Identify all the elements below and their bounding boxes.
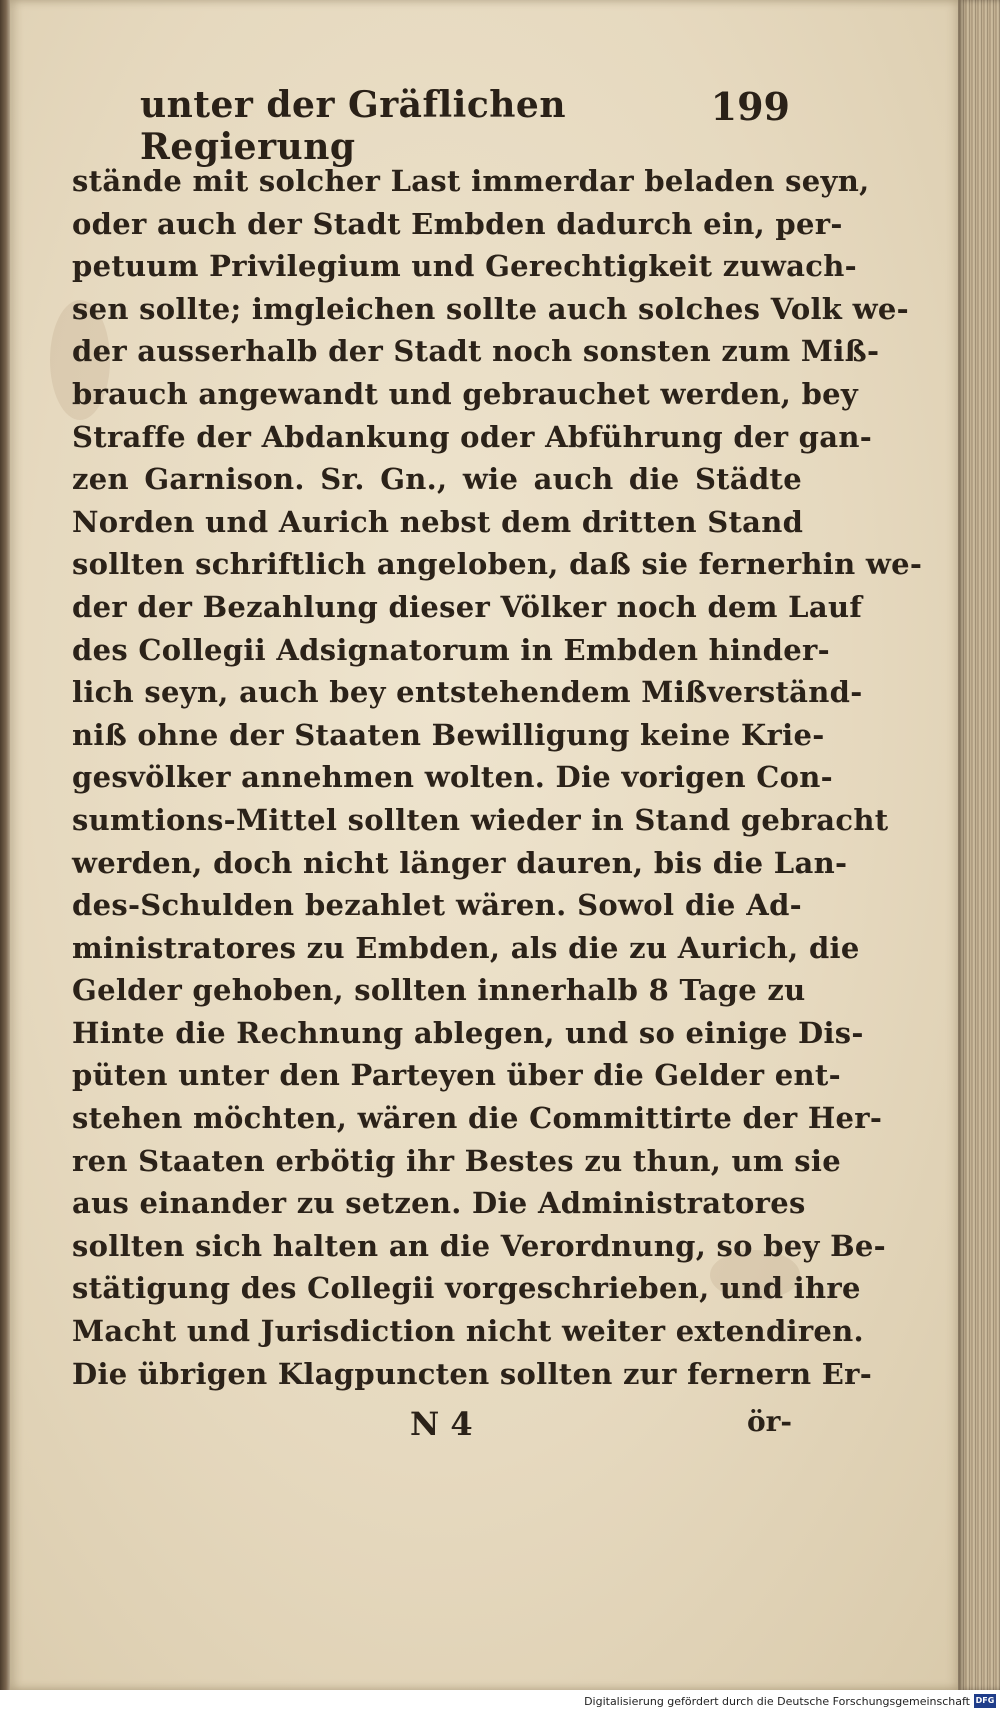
text-line: Macht und Jurisdiction nicht weiter extendiren.: [72, 1314, 864, 1349]
text-line: ren Staaten erbötig ihr Bestes zu thun, um sie: [72, 1143, 841, 1178]
text-line: petuum Privilegium und Gerechtigkeit zuwach-: [72, 249, 857, 284]
body-text: [72, 160, 923, 1395]
text-line: Norden und Aurich nebst dem dritten Stand: [72, 504, 804, 539]
text-line: niß ohne der Staaten Bewilligung keine Krie-: [72, 717, 825, 752]
page-number: 199: [710, 84, 790, 129]
text-line: des Collegii Adsignatorum in Embden hinder-: [72, 632, 830, 667]
text-line: Die übrigen Klagpuncten sollten zur fernern Er-: [72, 1356, 873, 1391]
text-line: der ausserhalb der Stadt noch sonsten zum Miß-: [72, 334, 880, 369]
signature-mark: N 4: [410, 1405, 473, 1443]
dfg-logo-icon: DFG: [974, 1694, 996, 1708]
signature-line: [72, 1405, 792, 1455]
book-page: [10, 0, 962, 1690]
text-line: oder auch der Stadt Embden dadurch ein, per-: [72, 206, 843, 241]
text-line: ministratores zu Embden, als die zu Aurich, die: [72, 930, 860, 965]
text-line: werden, doch nicht länger dauren, bis die Lan-: [72, 845, 848, 880]
text-line: des-Schulden bezahlet wären. Sowol die Ad-: [72, 888, 802, 923]
text-line: püten unter den Parteyen über die Gelder ent-: [72, 1058, 841, 1093]
text-line: stätigung des Collegii vorgeschrieben, und ihre: [72, 1271, 861, 1306]
text-line: sollten sich halten an die Verordnung, so bey Be-: [72, 1228, 886, 1263]
text-line: aus einander zu setzen. Die Administratores: [72, 1186, 806, 1221]
running-head: [140, 84, 790, 168]
text-line: Hinte die Rechnung ablegen, und so einige Dis-: [72, 1015, 864, 1050]
page-edge: [958, 0, 1000, 1690]
text-line: lich seyn, auch bey entstehendem Mißverständ-: [72, 675, 863, 710]
running-title: unter der Gräflichen Regierung: [140, 84, 567, 168]
text-line: sumtions-Mittel sollten wieder in Stand gebracht: [72, 802, 889, 837]
text-line: Straffe der Abdankung oder Abführung der gan-: [72, 419, 873, 454]
text-line: sen sollte; imgleichen sollte auch solches Volk we-: [72, 291, 909, 326]
text-line: der der Bezahlung dieser Völker noch dem Lauf: [72, 589, 863, 624]
text-line: stehen möchten, wären die Committirte der Her-: [72, 1101, 883, 1136]
text-line: stände mit solcher Last immerdar beladen seyn,: [72, 164, 870, 198]
text-line: zen Garnison. Sr. Gn., wie auch die Städte: [72, 462, 802, 497]
footer-credit: Digitalisierung gefördert durch die Deutsche Forschungsgemeinschaft: [584, 1695, 970, 1708]
text-line: gesvölker annehmen wolten. Die vorigen Con-: [72, 760, 833, 795]
catchword: ör-: [746, 1405, 792, 1438]
footer-bar: [0, 1690, 1000, 1714]
text-line: Gelder gehoben, sollten innerhalb 8 Tage zu: [72, 973, 806, 1008]
text-line: brauch angewandt und gebrauchet werden, bey: [72, 376, 859, 411]
text-line: sollten schriftlich angeloben, daß sie fernerhin we-: [72, 547, 923, 582]
